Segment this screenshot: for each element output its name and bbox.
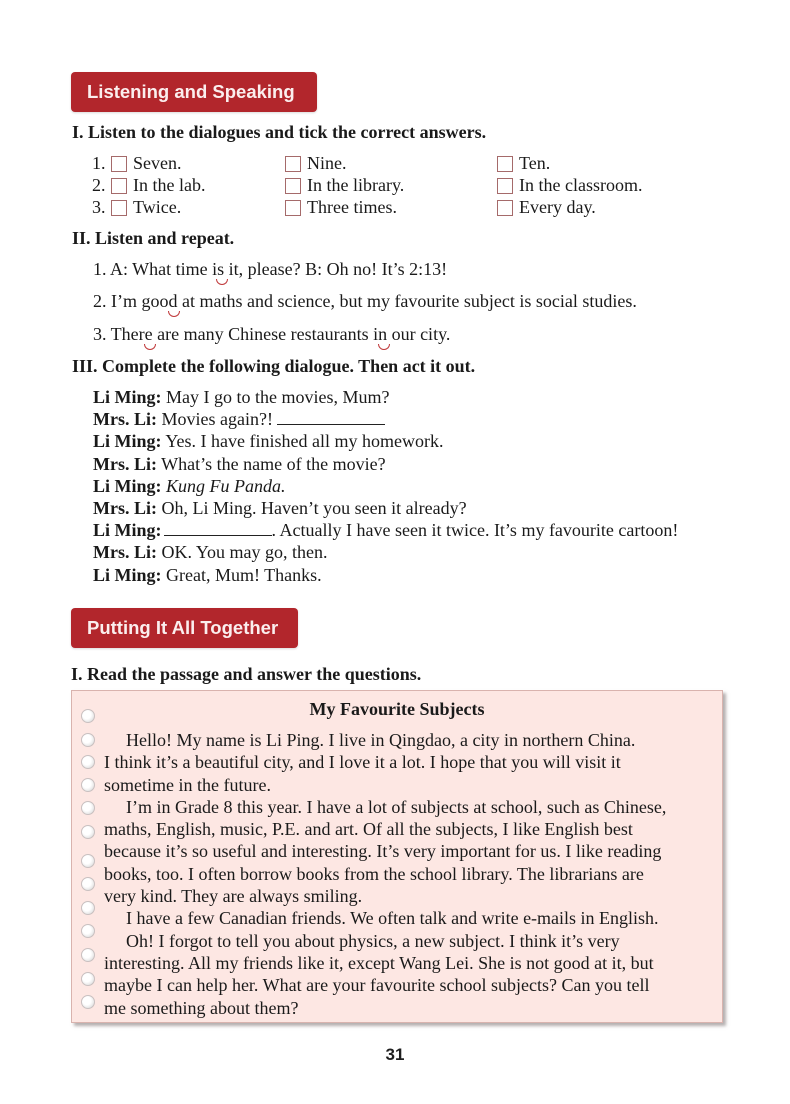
speaker: Li Ming: <box>93 431 162 452</box>
checkbox[interactable] <box>497 178 513 194</box>
reading-heading: I. Read the passage and answer the questions. <box>71 664 422 684</box>
repeat-line <box>93 291 637 312</box>
answer-blank[interactable] <box>277 408 385 425</box>
checkbox[interactable] <box>285 178 301 194</box>
passage-line: I’m in Grade 8 this year. I have a lot of subjects at school, such as Chinese, <box>126 796 667 817</box>
passage-title: My Favourite Subjects <box>309 699 485 719</box>
option-label: Three times. <box>307 197 397 217</box>
passage-line: sometime in the future. <box>104 774 271 795</box>
answer-blank[interactable] <box>164 519 272 536</box>
text: 1. A: What time i <box>93 259 218 279</box>
dialogue-line <box>93 453 678 475</box>
text: 3. Ther <box>93 324 145 344</box>
binder-ring-icon <box>81 995 95 1009</box>
utterance: What’s the name of the movie? <box>156 453 386 474</box>
checkbox[interactable] <box>285 156 301 172</box>
answer-option[interactable] <box>285 197 397 218</box>
question-number: 1. <box>92 153 106 173</box>
utterance: May I go to the movies, Mum? <box>161 387 390 407</box>
answer-option[interactable] <box>285 175 404 196</box>
answer-option[interactable] <box>111 153 182 174</box>
option-label: In the classroom. <box>519 175 643 195</box>
dialogue-line <box>93 564 678 586</box>
dialogue-line <box>93 408 678 430</box>
speaker: Li Ming: <box>93 564 162 585</box>
option-label: Ten. <box>519 153 551 173</box>
text: are many Chinese restaurants i <box>152 324 379 344</box>
option-label: Nine. <box>307 153 347 173</box>
answer-option[interactable] <box>497 175 642 196</box>
speaker: Li Ming: <box>93 475 162 496</box>
passage-line: maybe I can help her. What are your favourite school subjects? Can you tell <box>104 975 650 996</box>
binder-ring-icon <box>81 877 95 891</box>
passage-line: I have a few Canadian friends. We often talk and write e-mails in English. <box>126 908 659 929</box>
binder-ring-icon <box>81 924 95 938</box>
utterance: OK. You may go, then. <box>156 542 328 563</box>
utterance: Yes. I have finished all my homework. <box>161 431 444 452</box>
binder-ring-icon <box>81 733 95 747</box>
dialogue-line <box>93 430 678 452</box>
option-label: Every day. <box>519 197 596 217</box>
text: 2. I’m goo <box>93 291 169 311</box>
passage-line: Oh! I forgot to tell you about physics, a new subject. I think it’s very <box>126 930 620 951</box>
option-label: In the lab. <box>133 175 206 195</box>
option-label: Seven. <box>133 153 182 173</box>
passage-text <box>104 729 704 1019</box>
text: it, please? B: Oh no! It’s 2:13! <box>224 259 448 279</box>
checkbox[interactable] <box>111 156 127 172</box>
repeat-line <box>93 259 447 280</box>
passage-line: Hello! My name is Li Ping. I live in Qingdao, a city in northern China. <box>126 730 636 750</box>
part2-heading: II. Listen and repeat. <box>72 228 235 248</box>
binder-ring-icon <box>81 854 95 868</box>
passage-box <box>71 690 723 1023</box>
answer-option[interactable] <box>497 197 596 218</box>
checkbox[interactable] <box>111 200 127 216</box>
utterance: Great, Mum! Thanks. <box>161 564 322 585</box>
speaker: Mrs. Li: <box>93 409 157 430</box>
passage-line: I think it’s a beautiful city, and I love it a lot. I hope that you will visit it <box>104 752 621 773</box>
binder-ring-icon <box>81 948 95 962</box>
dialogue-line <box>93 519 678 541</box>
question-number: 2. <box>92 175 106 195</box>
liaison-mark: d <box>168 291 178 311</box>
part1-heading: I. Listen to the dialogues and tick the correct answers. <box>72 122 487 142</box>
answer-option[interactable] <box>497 153 550 174</box>
liaison-mark: s <box>217 259 225 279</box>
speaker: Mrs. Li: <box>93 453 157 474</box>
dialogue-line <box>93 541 678 563</box>
checkbox[interactable] <box>497 156 513 172</box>
utterance: Oh, Li Ming. Haven’t you seen it already? <box>156 498 467 519</box>
question-number: 3. <box>92 197 106 217</box>
speaker: Mrs. Li: <box>93 498 157 519</box>
checkbox[interactable] <box>285 200 301 216</box>
liaison-mark: n <box>378 324 388 344</box>
passage-line: books, too. I often borrow books from the school library. The librarians are <box>104 863 644 884</box>
utterance: Movies again?! <box>156 409 273 430</box>
passage-line: maths, English, music, P.E. and art. Of all the subjects, I like English best <box>104 819 633 840</box>
binder-ring-icon <box>81 825 95 839</box>
answer-option[interactable] <box>111 175 205 196</box>
section-banner-listening-speaking: Listening and Speaking <box>71 72 317 112</box>
binder-ring-icon <box>81 801 95 815</box>
binder-ring-icon <box>81 778 95 792</box>
answer-option[interactable] <box>111 197 181 218</box>
passage-line: very kind. They are always smiling. <box>104 886 363 907</box>
option-label: Twice. <box>133 197 182 217</box>
passage-line: because it’s so useful and interesting. It’s very important for us. I like reading <box>104 841 662 862</box>
option-label: In the library. <box>307 175 405 195</box>
section-banner-putting-together: Putting It All Together <box>71 608 298 648</box>
page-number: 31 <box>385 1045 405 1064</box>
part3-heading: III. Complete the following dialogue. Then act it out. <box>72 356 476 376</box>
passage-line: interesting. All my friends like it, except Wang Lei. She is not good at it, but <box>104 952 654 973</box>
answer-option[interactable] <box>285 153 347 174</box>
utterance: Kung Fu Panda. <box>161 475 286 496</box>
text: at maths and science, but my favourite subject is social studies. <box>177 291 637 311</box>
dialogue <box>93 386 678 586</box>
checkbox[interactable] <box>111 178 127 194</box>
speaker: Mrs. Li: <box>93 542 157 563</box>
repeat-line <box>93 324 450 345</box>
checkbox[interactable] <box>497 200 513 216</box>
binder-ring-icon <box>81 901 95 915</box>
speaker: Li Ming: <box>93 520 162 541</box>
binder-ring-icon <box>81 755 95 769</box>
speaker: Li Ming: <box>93 387 162 407</box>
liaison-mark: e <box>144 324 153 344</box>
text: our city. <box>387 324 451 344</box>
dialogue-line <box>93 386 678 408</box>
passage-line: me something about them? <box>104 997 299 1018</box>
dialogue-line <box>93 475 678 497</box>
utterance: . Actually I have seen it twice. It’s my favourite cartoon! <box>271 520 679 541</box>
binder-ring-icon <box>81 972 95 986</box>
dialogue-line <box>93 497 678 519</box>
